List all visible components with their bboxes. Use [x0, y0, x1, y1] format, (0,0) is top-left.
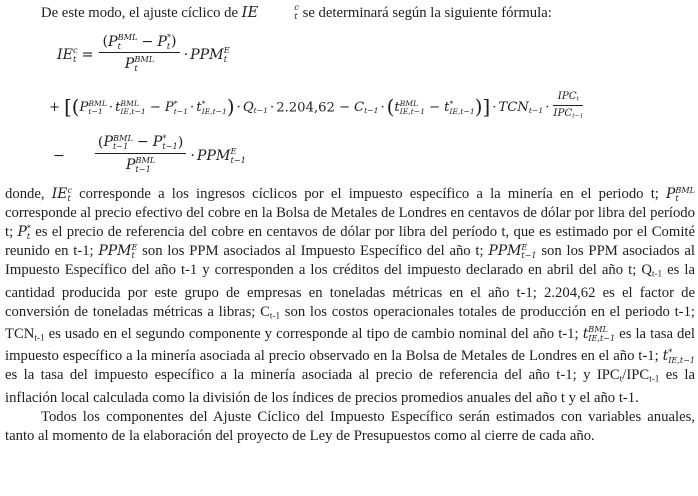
equals-sign: = [81, 46, 94, 63]
math-sub: t−1 [364, 106, 379, 116]
math-sup: * [449, 98, 454, 108]
multiplication-dot: · [270, 100, 275, 116]
supsub-stack [118, 33, 138, 50]
math-sub: IE,t−1 [120, 106, 146, 116]
math-sup: * [26, 222, 31, 233]
text-run: son los PPM asociados al Impuesto Específico del año t-1 y corresponden a los créditos del impuesto declarado en abril del año t; Q [5, 243, 696, 279]
math-token-t-star [196, 100, 227, 115]
math-base: P [666, 186, 676, 203]
supsub-stack [113, 134, 133, 151]
math-sup: E [131, 241, 138, 252]
math-token-Q [243, 100, 268, 115]
math-token-P [103, 134, 132, 150]
close-paren: ) [171, 33, 177, 50]
math-sup: c [294, 2, 299, 13]
math-token-IEct [52, 186, 72, 202]
math-sub: t−1 [230, 154, 246, 165]
supsub-stack [224, 46, 230, 63]
math-sup: * [162, 132, 167, 143]
multiplication-dot: · [492, 100, 497, 116]
text-run: corresponde al precio efectivo del cobre en la Bolsa de Metales de Londres en centavos de dólar por libra del período t; [5, 205, 695, 241]
math-sub: t [223, 53, 228, 64]
minus-sign: − [429, 100, 441, 116]
fraction [95, 134, 186, 174]
math-sub: t−1 [572, 112, 584, 120]
fraction [99, 33, 179, 73]
math-sup: BML [120, 98, 139, 108]
supsub-stack [120, 100, 145, 116]
math-token-P [125, 56, 154, 72]
math-sub: t−1 [88, 106, 103, 116]
math-sup: c [67, 184, 72, 195]
math-base: P [152, 134, 163, 151]
supsub-stack [588, 325, 615, 342]
plus-sign: + [49, 100, 61, 116]
math-token-P-star [18, 224, 31, 240]
math-sub: t−1 [253, 106, 268, 116]
math-base: t [196, 100, 202, 116]
math-sub: t−1 [528, 106, 544, 116]
open-paren: ( [386, 95, 395, 119]
math-base: TCN [498, 100, 529, 116]
supsub-stack [521, 243, 536, 260]
supsub-stack [134, 55, 154, 72]
math-sup: BML [135, 155, 156, 165]
math-sub: t [294, 12, 298, 22]
math-sub: IE,t−1 [201, 106, 227, 116]
math-token-t-rate [394, 100, 425, 115]
minus-sign: − [338, 100, 350, 116]
subscript: t-1 [269, 309, 281, 320]
subscript: t-1 [34, 332, 45, 343]
multiplication-dot: · [183, 46, 189, 63]
text-run: Todos los componentes del Ajuste Cíclico del Impuesto Específico serán estimados con variables anuales, tanto al momento de la elaboración del proyecto de Ley de Presupuestos como al cierre de cada año. [5, 408, 695, 444]
math-sup: E [521, 241, 528, 252]
multiplication-dot: · [108, 100, 114, 116]
math-token-P-star [165, 100, 188, 115]
math-sup: c [72, 45, 78, 56]
fraction-numerator [99, 33, 179, 53]
open-bracket: [ [64, 95, 72, 119]
math-sub: t [72, 53, 77, 64]
math-token-IEct [57, 47, 78, 63]
math-token-t-rate [583, 326, 615, 342]
text-run: es el precio de referencia del cobre en centavos de dólar por libra del período t, que es estimado por el Comité reunido en t-1; [5, 224, 695, 260]
supsub-stack [73, 46, 78, 63]
math-base: P [79, 100, 89, 116]
multiplication-dot: · [545, 100, 550, 116]
math-token-TCN [498, 100, 543, 115]
text-run: son los PPM asociados al Impuesto Específico del año t; [137, 243, 489, 260]
closing-paragraph [5, 408, 695, 446]
text-run: corresponde a los ingresos cíclicos por el impuesto específico a la minería en el periodo t; [71, 186, 667, 203]
math-token-PPM [488, 243, 536, 259]
math-sub: t [117, 40, 121, 51]
math-sup: E [230, 145, 237, 156]
multiplication-dot: · [236, 100, 241, 116]
fraction-IPC [553, 91, 583, 121]
math-sup: BML [112, 132, 133, 143]
text-run: De este modo, el ajuste cíclico de [41, 5, 242, 21]
open-paren: ( [97, 134, 104, 151]
conversion-factor: 2.204,62 [276, 100, 335, 116]
math-token-t-rate [115, 100, 146, 115]
text-run: es usado en el segundo componente y corresponde al tipo de cambio nominal del año t-1; [44, 325, 583, 342]
math-token-PPM [98, 243, 137, 259]
math-base: P [124, 56, 135, 73]
text-run: /IPC [622, 367, 650, 384]
supsub-stack [135, 156, 155, 173]
open-paren: ( [102, 33, 109, 50]
math-base: P [108, 33, 118, 50]
multiplication-dot: · [190, 147, 195, 164]
math-sup: * [201, 98, 206, 108]
math-token-P [126, 157, 155, 173]
math-sup: * [166, 32, 172, 42]
math-sup: BML [399, 98, 419, 108]
math-base: PPM [190, 46, 224, 63]
supsub-stack [449, 100, 474, 116]
math-base: P [164, 100, 174, 116]
formula-line-3 [49, 132, 695, 176]
math-sup: BML [675, 184, 695, 195]
supsub-stack [400, 100, 425, 116]
minus-sign: − [141, 33, 154, 50]
math-base: Q [242, 100, 254, 116]
math-token-C [354, 100, 378, 115]
supsub-stack [202, 100, 227, 116]
fraction-denominator [99, 53, 179, 72]
math-sub: t−1 [112, 141, 129, 152]
text-run: son los costos operacionales totales de producción en el periodo t-1; TCN [5, 303, 695, 342]
formula-line-2 [45, 89, 695, 123]
math-sup: BML [134, 54, 155, 65]
math-token-PPM [196, 145, 246, 165]
math-sub: IE,t−1 [449, 106, 475, 116]
math-token-P-star [157, 34, 171, 50]
math-sub: t−1 [173, 106, 189, 116]
minus-sign: − [149, 100, 161, 116]
math-base: IE [241, 4, 259, 21]
fraction-numerator [95, 134, 186, 154]
subscript: t [619, 373, 623, 384]
math-sub: t [26, 231, 31, 242]
math-sub: t [576, 95, 580, 103]
math-sub: t−1 [521, 250, 537, 261]
math-sub: IE,t−1 [399, 106, 426, 116]
close-paren: ) [177, 134, 184, 151]
math-token-IPC [558, 90, 579, 102]
multiplication-dot: · [380, 100, 385, 116]
supsub-stack [162, 134, 177, 151]
math-base: t [582, 325, 589, 342]
fraction-denominator [95, 154, 186, 173]
math-base: t [662, 348, 669, 365]
math-sub: t−1 [135, 163, 151, 174]
math-sub: t [134, 63, 138, 74]
math-token-P [666, 186, 695, 202]
fraction-numerator [553, 91, 583, 106]
subscript: t-1 [649, 373, 660, 384]
multiplication-dot: · [190, 100, 195, 116]
math-base: P [103, 134, 113, 151]
supsub-stack [258, 4, 299, 22]
math-base: t [394, 100, 400, 116]
math-token-IPC [553, 107, 583, 119]
math-token-IEct [242, 4, 299, 21]
math-base: IPC [557, 89, 577, 102]
math-sub: t [675, 193, 679, 204]
fraction-denominator [553, 106, 583, 120]
math-base: P [125, 156, 136, 173]
math-base: t [115, 100, 121, 116]
math-base: P [17, 224, 27, 241]
subscript: t-1 [651, 268, 663, 279]
supsub-stack [88, 100, 107, 116]
math-base: PPM [98, 243, 132, 260]
math-sub: IE,t−1 [588, 332, 616, 343]
math-sub: t [67, 193, 71, 204]
math-token-P [80, 100, 107, 115]
math-sub: IE,t−1 [668, 355, 695, 366]
math-sub: t [166, 40, 171, 51]
intro-paragraph [5, 3, 695, 23]
math-base: IPC [553, 107, 573, 120]
minus-sign: − [53, 147, 65, 164]
math-base: PPM [488, 243, 522, 260]
math-token-PPM [190, 47, 230, 63]
text-run: es la tasa del impuesto específico a la minería asociada al precio de referencia del año t-1; y IPC [5, 367, 620, 384]
close-bracket: ] [482, 95, 491, 119]
text-run: se determinará según la siguiente fórmula: [298, 5, 552, 21]
math-sup: BML [588, 324, 608, 335]
math-sup: * [668, 346, 673, 357]
math-base: IE [57, 46, 73, 63]
definitions-paragraph [5, 185, 695, 407]
math-sup: E [223, 45, 230, 56]
math-base: P [157, 33, 167, 50]
math-base: IE [51, 186, 68, 203]
math-sub: t−1 [162, 141, 178, 152]
supsub-stack [675, 186, 695, 203]
minus-sign: − [136, 134, 149, 151]
close-paren: ) [474, 95, 483, 119]
supsub-stack [174, 100, 188, 116]
math-base: C [354, 100, 365, 116]
supsub-stack [668, 348, 695, 365]
math-token-t-star [663, 348, 695, 364]
math-token-P-star [153, 134, 178, 150]
supsub-stack [230, 147, 245, 164]
math-base: PPM [196, 147, 231, 164]
formula-line-1 [57, 32, 695, 75]
math-sub: t [131, 250, 135, 261]
math-sup: * [173, 98, 178, 108]
math-sup: BML [88, 98, 107, 108]
open-paren: ( [71, 95, 80, 119]
math-token-P [108, 34, 137, 50]
math-token-t-star [444, 100, 475, 115]
close-paren: ) [226, 95, 235, 119]
text-run: donde, [5, 186, 52, 203]
text-run: es la cantidad producida por este grupo de empresas en toneladas métricas en el año t-1; 2.204,62 es el factor de conversión de toneladas métricas a libras; C [5, 262, 696, 320]
math-base: t [444, 100, 450, 116]
math-sup: BML [117, 32, 138, 42]
text-run: es la tasa del impuesto específico a la minería asociada al precio observado en la Bolsa de Metales de Londres en el año t-1; [5, 325, 695, 365]
text-run: es la inflación local calculada como la división de los índices de precios promedios anuales del año t y el año t-1. [5, 367, 695, 406]
